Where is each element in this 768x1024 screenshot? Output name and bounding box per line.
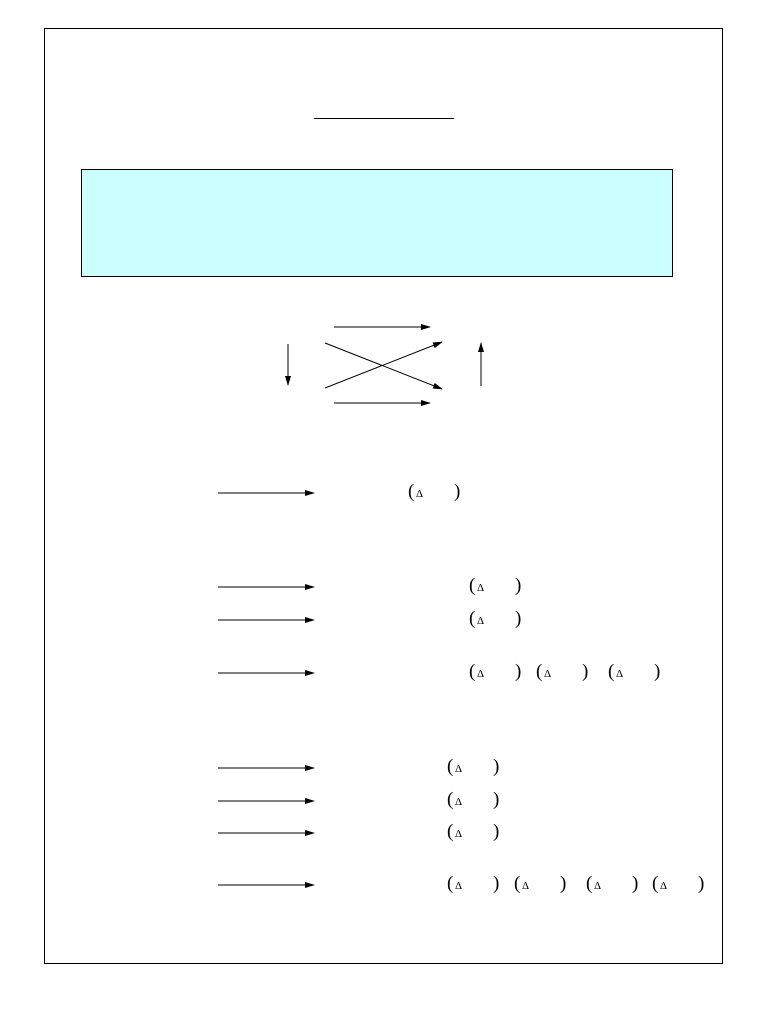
delta-symbol: Δ xyxy=(455,763,463,775)
close-paren: ) xyxy=(454,481,461,502)
delta-symbol: Δ xyxy=(477,582,485,594)
open-paren: ( xyxy=(586,873,593,894)
open-paren: ( xyxy=(447,873,454,894)
delta-symbol: Δ xyxy=(616,668,624,680)
open-paren: ( xyxy=(652,873,659,894)
open-paren: ( xyxy=(447,789,454,810)
open-paren: ( xyxy=(514,873,521,894)
close-paren: ) xyxy=(493,821,500,842)
open-paren: ( xyxy=(469,575,476,596)
delta-symbol: Δ xyxy=(594,880,602,892)
close-paren: ) xyxy=(493,789,500,810)
diagram-arrow-cross-up xyxy=(325,342,442,388)
close-paren: ) xyxy=(698,873,705,894)
open-paren: ( xyxy=(469,608,476,629)
delta-symbol: Δ xyxy=(455,880,463,892)
close-paren: ) xyxy=(632,873,639,894)
close-paren: ) xyxy=(560,873,567,894)
delta-symbol: Δ xyxy=(455,828,463,840)
close-paren: ) xyxy=(515,575,522,596)
close-paren: ) xyxy=(515,608,522,629)
open-paren: ( xyxy=(408,481,415,502)
close-paren: ) xyxy=(515,661,522,682)
diagram-arrow-cross-down xyxy=(325,343,442,389)
close-paren: ) xyxy=(493,756,500,777)
delta-symbol: Δ xyxy=(477,615,485,627)
open-paren: ( xyxy=(608,661,615,682)
delta-symbol: Δ xyxy=(544,668,552,680)
close-paren: ) xyxy=(654,661,661,682)
open-paren: ( xyxy=(469,661,476,682)
delta-symbol: Δ xyxy=(660,880,668,892)
delta-symbol: Δ xyxy=(522,880,530,892)
close-paren: ) xyxy=(493,873,500,894)
delta-symbol: Δ xyxy=(416,488,424,500)
open-paren: ( xyxy=(447,756,454,777)
delta-symbol: Δ xyxy=(455,796,463,808)
open-paren: ( xyxy=(447,821,454,842)
delta-symbol: Δ xyxy=(477,668,485,680)
close-paren: ) xyxy=(582,661,589,682)
open-paren: ( xyxy=(536,661,543,682)
